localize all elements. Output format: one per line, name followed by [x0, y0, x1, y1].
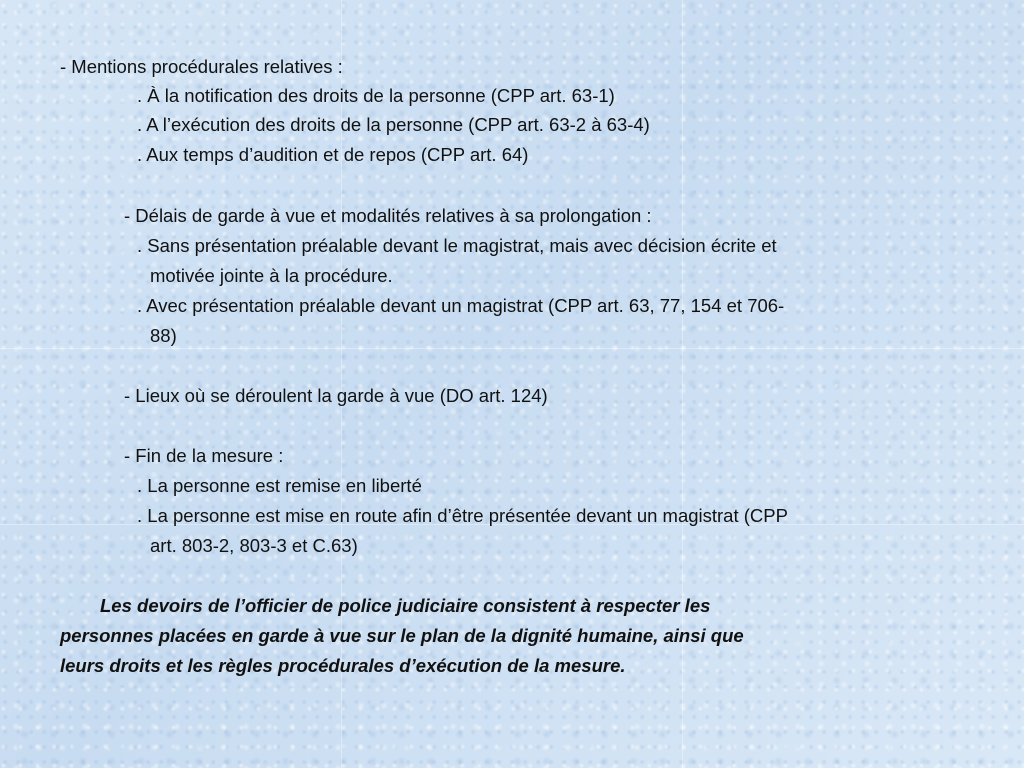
fin-item-2-line-1: . La personne est mise en route afin d’être présentée devant un magistrat (CPP: [137, 505, 788, 526]
fin-item-1: . La personne est remise en liberté: [137, 475, 422, 496]
conclusion-line-3: leurs droits et les règles procédurales d’exécution de la mesure.: [60, 655, 626, 676]
delais-item-2-line-2: 88): [150, 325, 177, 346]
lieux-heading: - Lieux où se déroulent la garde à vue (DO art. 124): [124, 385, 548, 406]
conclusion-line-1: Les devoirs de l’officier de police judiciaire consistent à respecter les: [100, 595, 711, 616]
mentions-item: . À la notification des droits de la personne (CPP art. 63-1): [137, 85, 615, 106]
delais-item-2-line-1: . Avec présentation préalable devant un magistrat (CPP art. 63, 77, 154 et 706-: [137, 295, 785, 316]
mentions-item: . Aux temps d’audition et de repos (CPP art. 64): [137, 144, 529, 165]
fin-heading: - Fin de la mesure :: [124, 445, 284, 466]
mentions-heading: - Mentions procédurales relatives :: [60, 56, 343, 77]
conclusion-line-2: personnes placées en garde à vue sur le plan de la dignité humaine, ainsi que: [60, 625, 744, 646]
mentions-item: . A l’exécution des droits de la personne (CPP art. 63-2 à 63-4): [137, 114, 650, 135]
delais-heading: - Délais de garde à vue et modalités relatives à sa prolongation :: [124, 205, 652, 226]
delais-item-1-line-1: . Sans présentation préalable devant le magistrat, mais avec décision écrite et: [137, 235, 777, 256]
delais-item-1-line-2: motivée jointe à la procédure.: [150, 265, 393, 286]
fin-item-2-line-2: art. 803-2, 803-3 et C.63): [150, 535, 358, 556]
